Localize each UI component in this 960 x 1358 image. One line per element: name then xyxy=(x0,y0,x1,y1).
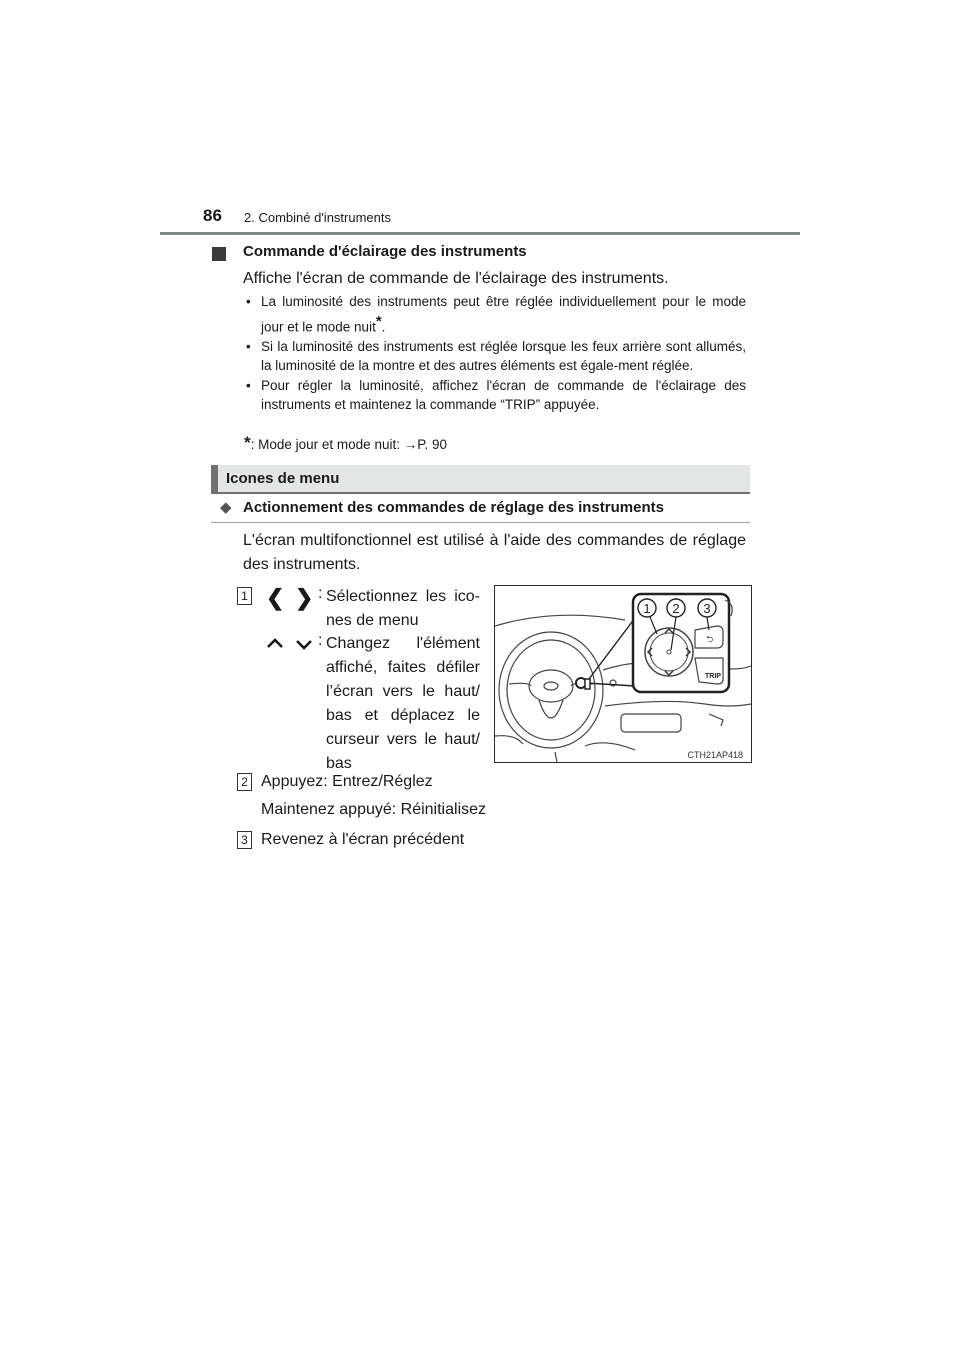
chevron-down-icon xyxy=(294,634,314,662)
heading-title: Commande d'éclairage des instruments xyxy=(243,243,527,260)
menu-section-band xyxy=(211,465,750,494)
callout-1: 1 xyxy=(643,601,651,616)
diamond-bullet-icon: ◆ xyxy=(220,499,232,516)
bullet-item: • Pour régler la luminosité, affichez l'écran de commande de l'éclairage des instruments et maintenez la commande “TRIP” appuyée. xyxy=(244,376,746,415)
chevron-up-icon xyxy=(265,634,285,662)
header-rule xyxy=(160,232,800,235)
colon: : xyxy=(318,632,323,649)
chevron-left-icon: ❮ xyxy=(266,585,285,610)
item-1-desc-select: Sélectionnez les ico-nes de menu xyxy=(326,588,480,629)
subsection-rule xyxy=(211,522,750,523)
item-number-2: 2 xyxy=(237,773,252,791)
bullet-list xyxy=(244,292,746,415)
item-number-1: 1 xyxy=(237,587,252,605)
trip-label: TRIP xyxy=(705,673,721,680)
colon: : xyxy=(318,585,323,602)
steering-wheel-figure xyxy=(494,585,752,763)
subsection-paragraph: L'écran multifonctionnel est utilisé à l'aide des commandes de réglage des instruments. xyxy=(243,532,746,573)
section-title: 2. Combiné d'instruments xyxy=(244,210,391,225)
figure-code: CTH21AP418 xyxy=(687,750,743,760)
back-symbol: ⮌ xyxy=(706,635,714,645)
bullet-item: • Si la luminosité des instruments est réglée lorsque les feux arrière sont allumés, la luminosité de la montre et des autres éléments est égale-ment réglée. xyxy=(244,337,746,376)
callout-3: 3 xyxy=(703,601,711,616)
item-2-press: Appuyez: Entrez/Réglez xyxy=(261,773,433,790)
page-number: 86 xyxy=(203,206,222,225)
item-number-3: 3 xyxy=(237,831,252,849)
item-3-back: Revenez à l'écran précédent xyxy=(261,831,465,848)
steering-wheel-illustration xyxy=(495,586,751,762)
menu-section-title: Icones de menu xyxy=(226,470,340,487)
item-2-hold: Maintenez appuyé: Réinitialisez xyxy=(261,801,487,818)
subsection-title: Actionnement des commandes de réglage des instruments xyxy=(243,499,664,516)
callout-2: 2 xyxy=(672,601,680,616)
item-1-desc-change: Changez l'élément affiché, faites défiler l’écran vers le haut/ bas et déplacez le curseur vers le haut/ bas xyxy=(326,635,480,772)
bullet-item: • La luminosité des instruments peut être réglée individuellement pour le mode jour et le mode nuit*. xyxy=(244,292,746,337)
heading-lead: Affiche l'écran de commande de l'éclairage des instruments. xyxy=(243,270,669,287)
footnote: *: Mode jour et mode nuit: →P. 90 xyxy=(244,433,447,452)
heading-square-icon xyxy=(212,247,226,261)
chevron-right-icon: ❯ xyxy=(295,585,314,610)
